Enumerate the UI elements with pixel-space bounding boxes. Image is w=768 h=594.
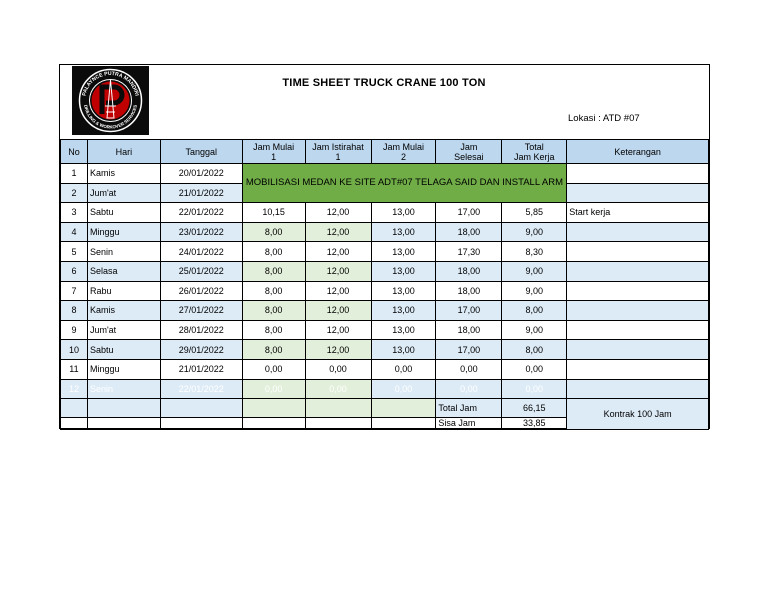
cell-jam-istirahat-1: 12,00 bbox=[305, 261, 371, 281]
cell-jam-selesai: 18,00 bbox=[436, 222, 502, 242]
sisa-jam-value: 33,85 bbox=[502, 418, 567, 430]
cell-no: 9 bbox=[61, 320, 88, 340]
cell-tanggal: 23/01/2022 bbox=[160, 222, 242, 242]
cell-jam-selesai: 17,30 bbox=[436, 242, 502, 262]
cell-empty bbox=[61, 399, 88, 418]
col-header-keterangan: Keterangan bbox=[567, 140, 709, 164]
cell-jam-mulai-1: 0,00 bbox=[242, 359, 305, 379]
cell-total-jam-kerja: 0,00 bbox=[502, 359, 567, 379]
cell-keterangan bbox=[567, 379, 709, 399]
cell-jam-selesai: 17,00 bbox=[436, 340, 502, 360]
cell-jam-mulai-2: 13,00 bbox=[371, 203, 436, 223]
cell-jam-mulai-1: 8,00 bbox=[242, 340, 305, 360]
cell-keterangan bbox=[567, 359, 709, 379]
cell-jam-mulai-1: 8,00 bbox=[242, 222, 305, 242]
table-row bbox=[61, 203, 709, 223]
cell-tanggal: 29/01/2022 bbox=[160, 340, 242, 360]
cell-empty bbox=[371, 418, 436, 430]
cell-empty bbox=[87, 418, 160, 430]
sisa-jam-label: Sisa Jam bbox=[436, 418, 502, 430]
cell-empty bbox=[242, 399, 305, 418]
cell-no: 7 bbox=[61, 281, 88, 301]
cell-keterangan: Start kerja bbox=[567, 203, 709, 223]
cell-hari: Sabtu bbox=[87, 203, 160, 223]
cell-jam-mulai-2: 13,00 bbox=[371, 222, 436, 242]
cell-keterangan bbox=[567, 164, 709, 184]
cell-jam-selesai: 17,00 bbox=[436, 203, 502, 223]
cell-no: 4 bbox=[61, 222, 88, 242]
cell-keterangan bbox=[567, 301, 709, 321]
mobilisasi-note: MOBILISASI MEDAN KE SITE ADT#07 TELAGA SAID DAN INSTALL ARM bbox=[242, 164, 567, 203]
col-header-jam-mulai-1: Jam Mulai 1 bbox=[242, 140, 305, 164]
cell-keterangan bbox=[567, 222, 709, 242]
cell-tanggal: 22/01/2022 bbox=[160, 379, 242, 399]
cell-jam-mulai-2: 13,00 bbox=[371, 261, 436, 281]
cell-empty bbox=[305, 399, 371, 418]
cell-keterangan bbox=[567, 183, 709, 203]
cell-no: 8 bbox=[61, 301, 88, 321]
cell-total-jam-kerja: 0,00 bbox=[502, 379, 567, 399]
cell-jam-istirahat-1: 12,00 bbox=[305, 242, 371, 262]
cell-hari: Senin bbox=[87, 379, 160, 399]
cell-hari: Minggu bbox=[87, 222, 160, 242]
cell-tanggal: 25/01/2022 bbox=[160, 261, 242, 281]
table-body bbox=[61, 140, 709, 430]
cell-tanggal: 20/01/2022 bbox=[160, 164, 242, 184]
table-row bbox=[61, 281, 709, 301]
cell-tanggal: 26/01/2022 bbox=[160, 281, 242, 301]
cell-jam-mulai-2: 13,00 bbox=[371, 320, 436, 340]
cell-jam-mulai-1: 8,00 bbox=[242, 261, 305, 281]
cell-jam-istirahat-1: 12,00 bbox=[305, 301, 371, 321]
cell-tanggal: 21/01/2022 bbox=[160, 183, 242, 203]
col-header-no: No bbox=[61, 140, 88, 164]
cell-hari: Kamis bbox=[87, 301, 160, 321]
cell-empty bbox=[61, 418, 88, 430]
cell-total-jam-kerja: 8,00 bbox=[502, 340, 567, 360]
cell-keterangan bbox=[567, 340, 709, 360]
cell-keterangan bbox=[567, 261, 709, 281]
cell-jam-mulai-2: 0,00 bbox=[371, 379, 436, 399]
cell-jam-mulai-1: 8,00 bbox=[242, 281, 305, 301]
cell-jam-istirahat-1: 0,00 bbox=[305, 379, 371, 399]
cell-tanggal: 27/01/2022 bbox=[160, 301, 242, 321]
cell-jam-mulai-2: 13,00 bbox=[371, 301, 436, 321]
table-row bbox=[61, 242, 709, 262]
cell-no: 5 bbox=[61, 242, 88, 262]
lokasi-label: Lokasi : ATD #07 bbox=[568, 113, 640, 124]
cell-hari: Kamis bbox=[87, 164, 160, 184]
timesheet-table bbox=[60, 139, 709, 430]
table-row bbox=[61, 379, 709, 399]
cell-jam-istirahat-1: 12,00 bbox=[305, 340, 371, 360]
cell-jam-mulai-2: 0,00 bbox=[371, 359, 436, 379]
cell-tanggal: 22/01/2022 bbox=[160, 203, 242, 223]
table-row bbox=[61, 222, 709, 242]
cell-jam-mulai-2: 13,00 bbox=[371, 281, 436, 301]
cell-jam-mulai-2: 13,00 bbox=[371, 340, 436, 360]
cell-jam-selesai: 18,00 bbox=[436, 261, 502, 281]
cell-no: 1 bbox=[61, 164, 88, 184]
cell-jam-selesai: 18,00 bbox=[436, 281, 502, 301]
cell-hari: Minggu bbox=[87, 359, 160, 379]
cell-no: 3 bbox=[61, 203, 88, 223]
cell-jam-istirahat-1: 12,00 bbox=[305, 222, 371, 242]
cell-jam-mulai-1: 10,15 bbox=[242, 203, 305, 223]
cell-empty bbox=[87, 399, 160, 418]
table-row bbox=[61, 164, 709, 184]
col-header-jam-istirahat-1: Jam Istirahat 1 bbox=[305, 140, 371, 164]
cell-empty bbox=[160, 399, 242, 418]
cell-total-jam-kerja: 8,30 bbox=[502, 242, 567, 262]
cell-empty bbox=[371, 399, 436, 418]
cell-hari: Jum'at bbox=[87, 320, 160, 340]
cell-jam-selesai: 0,00 bbox=[436, 359, 502, 379]
cell-tanggal: 21/01/2022 bbox=[160, 359, 242, 379]
cell-jam-istirahat-1: 12,00 bbox=[305, 320, 371, 340]
cell-total-jam-kerja: 9,00 bbox=[502, 222, 567, 242]
cell-empty bbox=[160, 418, 242, 430]
cell-empty bbox=[305, 418, 371, 430]
cell-hari: Sabtu bbox=[87, 340, 160, 360]
cell-jam-mulai-1: 8,00 bbox=[242, 301, 305, 321]
kontrak-label: Kontrak 100 Jam bbox=[567, 399, 709, 430]
cell-keterangan bbox=[567, 320, 709, 340]
table-row bbox=[61, 359, 709, 379]
cell-total-jam-kerja: 9,00 bbox=[502, 261, 567, 281]
cell-hari: Senin bbox=[87, 242, 160, 262]
table-header-row bbox=[61, 140, 709, 164]
cell-keterangan bbox=[567, 242, 709, 262]
sheet-header bbox=[60, 65, 708, 140]
cell-empty bbox=[242, 418, 305, 430]
cell-jam-istirahat-1: 12,00 bbox=[305, 203, 371, 223]
cell-tanggal: 24/01/2022 bbox=[160, 242, 242, 262]
cell-hari: Selasa bbox=[87, 261, 160, 281]
cell-jam-mulai-1: 8,00 bbox=[242, 320, 305, 340]
total-jam-label: Total Jam bbox=[436, 399, 502, 418]
total-jam-value: 66,15 bbox=[502, 399, 567, 418]
cell-total-jam-kerja: 8,00 bbox=[502, 301, 567, 321]
logo-bottom-text: DRILLING & WORKOVER SERVICES bbox=[83, 104, 138, 130]
cell-tanggal: 28/01/2022 bbox=[160, 320, 242, 340]
cell-jam-selesai: 18,00 bbox=[436, 320, 502, 340]
total-row bbox=[61, 399, 709, 418]
cell-hari: Jum'at bbox=[87, 183, 160, 203]
cell-no: 12 bbox=[61, 379, 88, 399]
cell-jam-selesai: 17,00 bbox=[436, 301, 502, 321]
cell-jam-mulai-2: 13,00 bbox=[371, 242, 436, 262]
cell-jam-mulai-1: 0,00 bbox=[242, 379, 305, 399]
table-row bbox=[61, 340, 709, 360]
cell-no: 6 bbox=[61, 261, 88, 281]
page-title: TIME SHEET TRUCK CRANE 100 TON bbox=[282, 77, 486, 89]
cell-total-jam-kerja: 5,85 bbox=[502, 203, 567, 223]
cell-jam-istirahat-1: 12,00 bbox=[305, 281, 371, 301]
col-header-total-jam-kerja: Total Jam Kerja bbox=[502, 140, 567, 164]
cell-no: 10 bbox=[61, 340, 88, 360]
table-row bbox=[61, 301, 709, 321]
cell-jam-istirahat-1: 0,00 bbox=[305, 359, 371, 379]
table-row bbox=[61, 261, 709, 281]
logo-top-text: PALAYNCE PUTRA MANDIRI bbox=[81, 70, 140, 97]
cell-jam-selesai: 0,00 bbox=[436, 379, 502, 399]
cell-no: 2 bbox=[61, 183, 88, 203]
cell-total-jam-kerja: 9,00 bbox=[502, 281, 567, 301]
cell-total-jam-kerja: 9,00 bbox=[502, 320, 567, 340]
col-header-jam-mulai-2: Jam Mulai 2 bbox=[371, 140, 436, 164]
col-header-hari: Hari bbox=[87, 140, 160, 164]
table-row bbox=[61, 320, 709, 340]
timesheet bbox=[59, 64, 710, 429]
cell-no: 11 bbox=[61, 359, 88, 379]
cell-jam-mulai-1: 8,00 bbox=[242, 242, 305, 262]
col-header-tanggal: Tanggal bbox=[160, 140, 242, 164]
cell-hari: Rabu bbox=[87, 281, 160, 301]
col-header-jam-selesai: Jam Selesai bbox=[436, 140, 502, 164]
cell-keterangan bbox=[567, 281, 709, 301]
